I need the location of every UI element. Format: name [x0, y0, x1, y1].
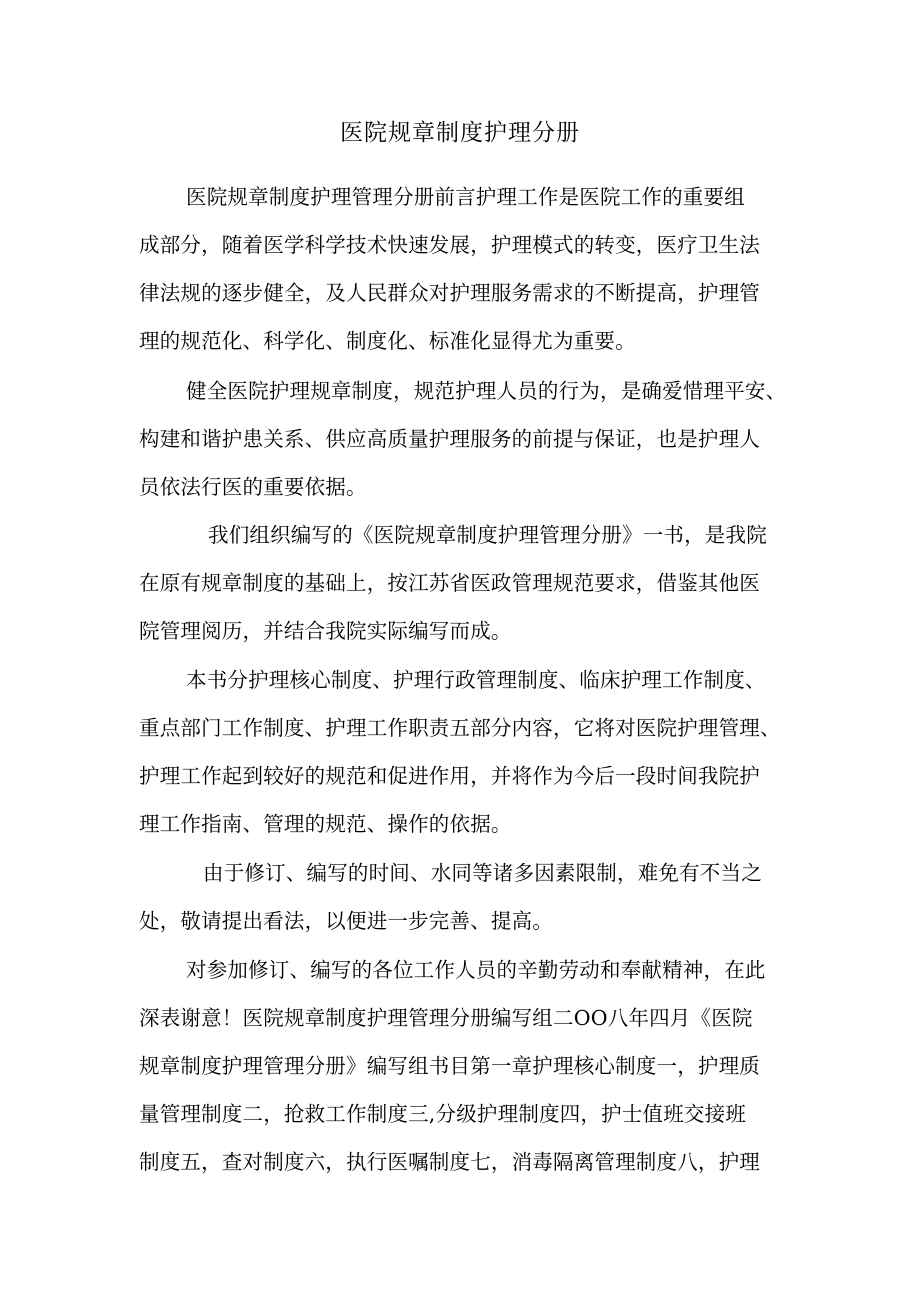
paragraph-line: 本书分护理核心制度、护理行政管理制度、临床护理工作制度、	[186, 668, 766, 692]
paragraph-line: 量管理制度二，抢救工作制度三,分级护理制度四，护士值班交接班	[139, 1102, 747, 1126]
paragraph-line: 律法规的逐步健全，及人民群众对护理服务需求的不断提高，护理管	[139, 281, 760, 305]
paragraph-line: 规章制度护理管理分册》编写组书目第一章护理核心制度一，护理质	[139, 1054, 760, 1078]
paragraph-line: 深表谢意！医院规章制度护理管理分册编写组二OO八年四月《医院	[139, 1006, 753, 1030]
paragraph-line: 重点部门工作制度、护理工作职责五部分内容，它将对医院护理管理、	[139, 716, 781, 740]
paragraph-line: 理工作指南、管理的规范、操作的依据。	[139, 812, 512, 836]
paragraph-line: 健全医院护理规章制度，规范护理人员的行为，是确爱惜理平安、	[186, 379, 787, 403]
paragraph-line: 院管理阅历，并结合我院实际编写而成。	[139, 619, 512, 643]
paragraph-line: 成部分，随着医学科学技术快速发展，护理模式的转变，医疗卫生法	[139, 233, 760, 257]
paragraph-line: 我们组织编写的《医院规章制度护理管理分册》一书，是我院	[208, 523, 767, 547]
paragraph-line: 员依法行医的重要依据。	[139, 475, 367, 499]
paragraph-line: 构建和谐护患关系、供应高质量护理服务的前提与保证，也是护理人	[139, 427, 760, 451]
paragraph-line: 在原有规章制度的基础上，按江苏省医政管理规范要求，借鉴其他医	[139, 571, 760, 595]
paragraph-line: 制度五，查对制度六，执行医嘱制度七，消毒隔离管理制度八，护理	[139, 1150, 760, 1174]
paragraph-line: 护理工作起到较好的规范和促进作用，并将作为今后一段时间我院护	[139, 764, 760, 788]
paragraph-line: 对参加修订、编写的各位工作人员的辛勤劳动和奉献精神，在此	[186, 958, 766, 982]
paragraph-line: 由于修订、编写的时间、水同等诸多因素限制，难免有不当之	[203, 861, 762, 885]
paragraph-line: 处，敬请提出看法，以便进一步完善、提高。	[139, 909, 553, 933]
document-title: 医院规章制度护理分册	[340, 120, 580, 146]
paragraph-line: 理的规范化、科学化、制度化、标准化显得尤为重要。	[139, 329, 636, 353]
paragraph-line: 医院规章制度护理管理分册前言护理工作是医院工作的重要组	[186, 185, 745, 209]
